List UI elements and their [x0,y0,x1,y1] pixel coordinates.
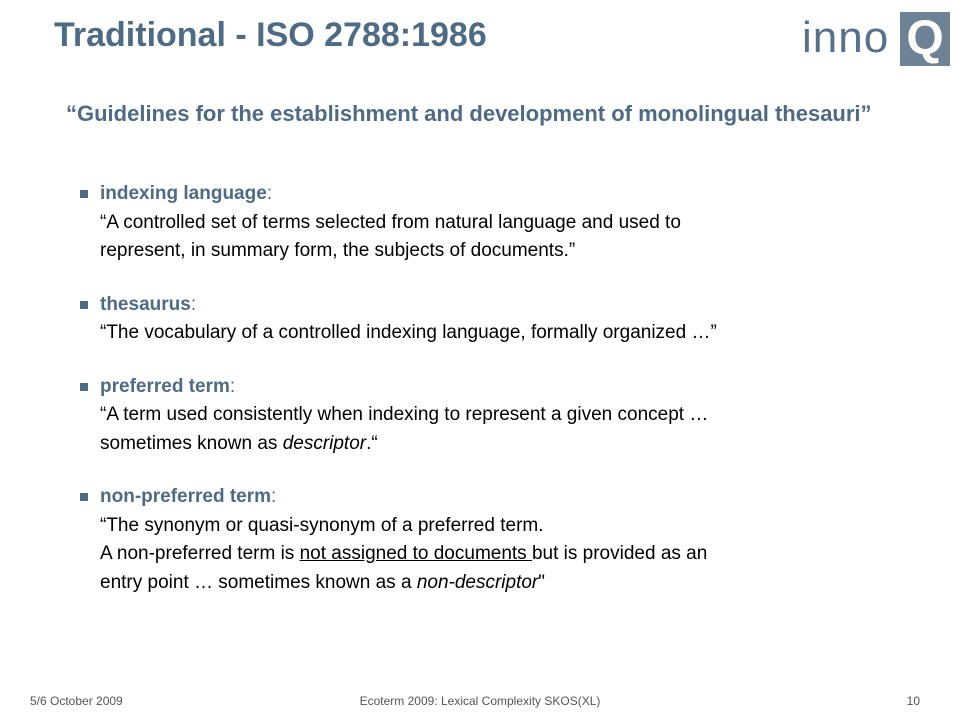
definition-list [78,180,918,622]
term-colon: : [266,183,273,204]
definition-term: preferred term [100,375,230,397]
text-segment: .“ [366,432,378,454]
definition-term: thesaurus [100,293,191,315]
square-bullet-icon [80,301,88,309]
footer-event-title: Ecoterm 2009: Lexical Complexity SKOS(XL) [359,694,601,708]
slide-subtitle: “Guidelines for the establishment and development of monolingual thesauri” [66,101,872,126]
text-segment: sometimes known as [100,432,283,454]
underlined-text: not assigned to documents [299,543,532,564]
definition-text: “A controlled set of terms selected from natural language and used to [100,211,681,233]
square-bullet-icon [80,190,88,198]
footer-date: 5/6 October 2009 [30,694,123,708]
definition-text [100,540,918,569]
definition-item-preferred-term [78,373,918,459]
definition-text [100,430,918,459]
definition-text: “The vocabulary of a controlled indexing language, formally organized …” [100,322,717,343]
definition-item-non-preferred-term [78,483,918,597]
italic-term: non-descriptor [416,571,539,593]
definition-text: “A term used consistently when indexing to represent a given concept … [100,404,709,425]
definition-term: non-preferred term [100,486,272,507]
text-segment: entry point … sometimes known as a [100,571,417,593]
definition-item-thesaurus [78,291,918,348]
innoq-logo [802,12,952,68]
definition-term: indexing language [100,183,267,204]
term-colon: : [229,375,236,397]
logo-wordmark: inno [802,13,890,62]
definition-text [100,569,918,598]
italic-term: descriptor [282,432,367,454]
slide-title: Traditional - ISO 2788:1986 [54,16,487,54]
definition-item-indexing-language [78,180,918,266]
logo-q-mark: Q [900,12,950,66]
term-colon: : [271,486,277,507]
text-segment: " [538,571,546,593]
text-segment: but is provided as an [531,543,708,564]
text-segment: A non-preferred term is [100,543,300,564]
square-bullet-icon [80,383,88,391]
square-bullet-icon [80,493,88,501]
term-colon: : [190,293,197,315]
slide-number: 10 [906,694,920,708]
definition-text: “The synonym or quasi-synonym of a preferred term. [100,514,544,536]
definition-text: represent, in summary form, the subjects of documents.” [100,240,576,261]
